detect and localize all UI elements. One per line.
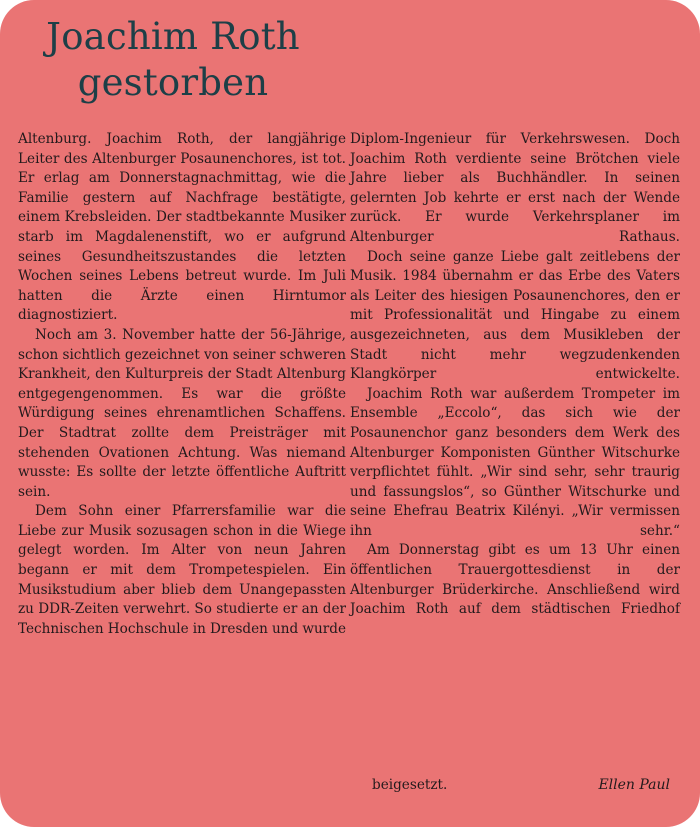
article-closing-text: beigesetzt.: [372, 777, 448, 793]
article-paragraph: Noch am 3. November hatte der 56-Jährige, schon sichtlich gezeichnet von seiner schweren Krankheit, den Kulturpreis der Stadt Altenburg entgegengenommen. Es war die größte Würdigung seines ehrenamtlichen Schaffens. Der Stadtrat zollte dem Preisträger mit stehenden Ovationen Achtung. Was niemand wusste: Es sollte der letzte öffentliche Auftritt sein.: [18, 326, 346, 500]
article-column-right: [350, 130, 680, 620]
article-paragraph: Am Donnerstag gibt es um 13 Uhr einen öffentlichen Trauergottesdienst in der Altenburger Brüderkirche. Anschließend wird Joachim Roth auf dem städtischen Friedhof: [350, 542, 680, 618]
headline-line-2: gestorben: [77, 61, 269, 104]
article-headline: [14, 14, 332, 106]
article-paragraph: Joachim Roth war außerdem Trompeter im Ensemble „Eccolo“, das sich wie der Posaunenchor ganz besonders dem Werk des Altenburger Komponisten Günther Witschurke verpflichtet fühlt. „Wir sind sehr, sehr traurig und fassungslos“, so Günther Witschurke und seine Ehefrau Beatrix Kilényi. „Wir vermissen ihn sehr.“: [350, 385, 680, 539]
article-column-left: [18, 130, 346, 639]
article-paragraph: Dem Sohn einer Pfarrersfamilie war die Liebe zur Musik sozusagen schon in die Wiege gelegt worden. Im Alter von neun Jahren begann er mit dem Trompetespielen. Ein Musikstudium aber blieb dem Unangepassten zu DDR-Zeiten verwehrt. So studierte er an der Technischen Hochschule in Dresden und wurde: [18, 503, 346, 637]
headline-line-1: Joachim Roth: [46, 15, 300, 58]
article-paragraph: Doch seine ganze Liebe galt zeitlebens der Musik. 1984 übernahm er das Erbe des Vaters als Leiter des hiesigen Posaunenchores, den er mit Professionalität und Hingabe zu einem ausgezeichneten, aus dem Musikleben der Stadt nicht mehr wegzudenkenden Klangkörper entwickelte.: [350, 248, 680, 383]
article-paragraph: Altenburg. Joachim Roth, der langjährige Leiter des Altenburger Posaunenchores, ist tot. Er erlag am Donnerstagnachmittag, wie die Familie gestern auf Nachfrage bestätigte, einem Krebsleiden. Der stadtbekannte Musiker starb im Magdalenenstift, wo er aufgrund seines Gesundheitszustandes die letzten Wochen seines Lebens betreut wurde. Im Juli hatten die Ärzte einen Hirntumor diagnostiziert.: [18, 131, 346, 324]
article-author: Ellen Paul: [598, 777, 670, 793]
article-paragraph: Diplom-Ingenieur für Verkehrswesen. Doch Joachim Roth verdiente seine Brötchen viele Jahre lieber als Buchhändler. In seinen gelernten Job kehrte er erst nach der Wende zurück. Er wurde Verkehrsplaner im Altenburger Rathaus.: [350, 131, 680, 245]
